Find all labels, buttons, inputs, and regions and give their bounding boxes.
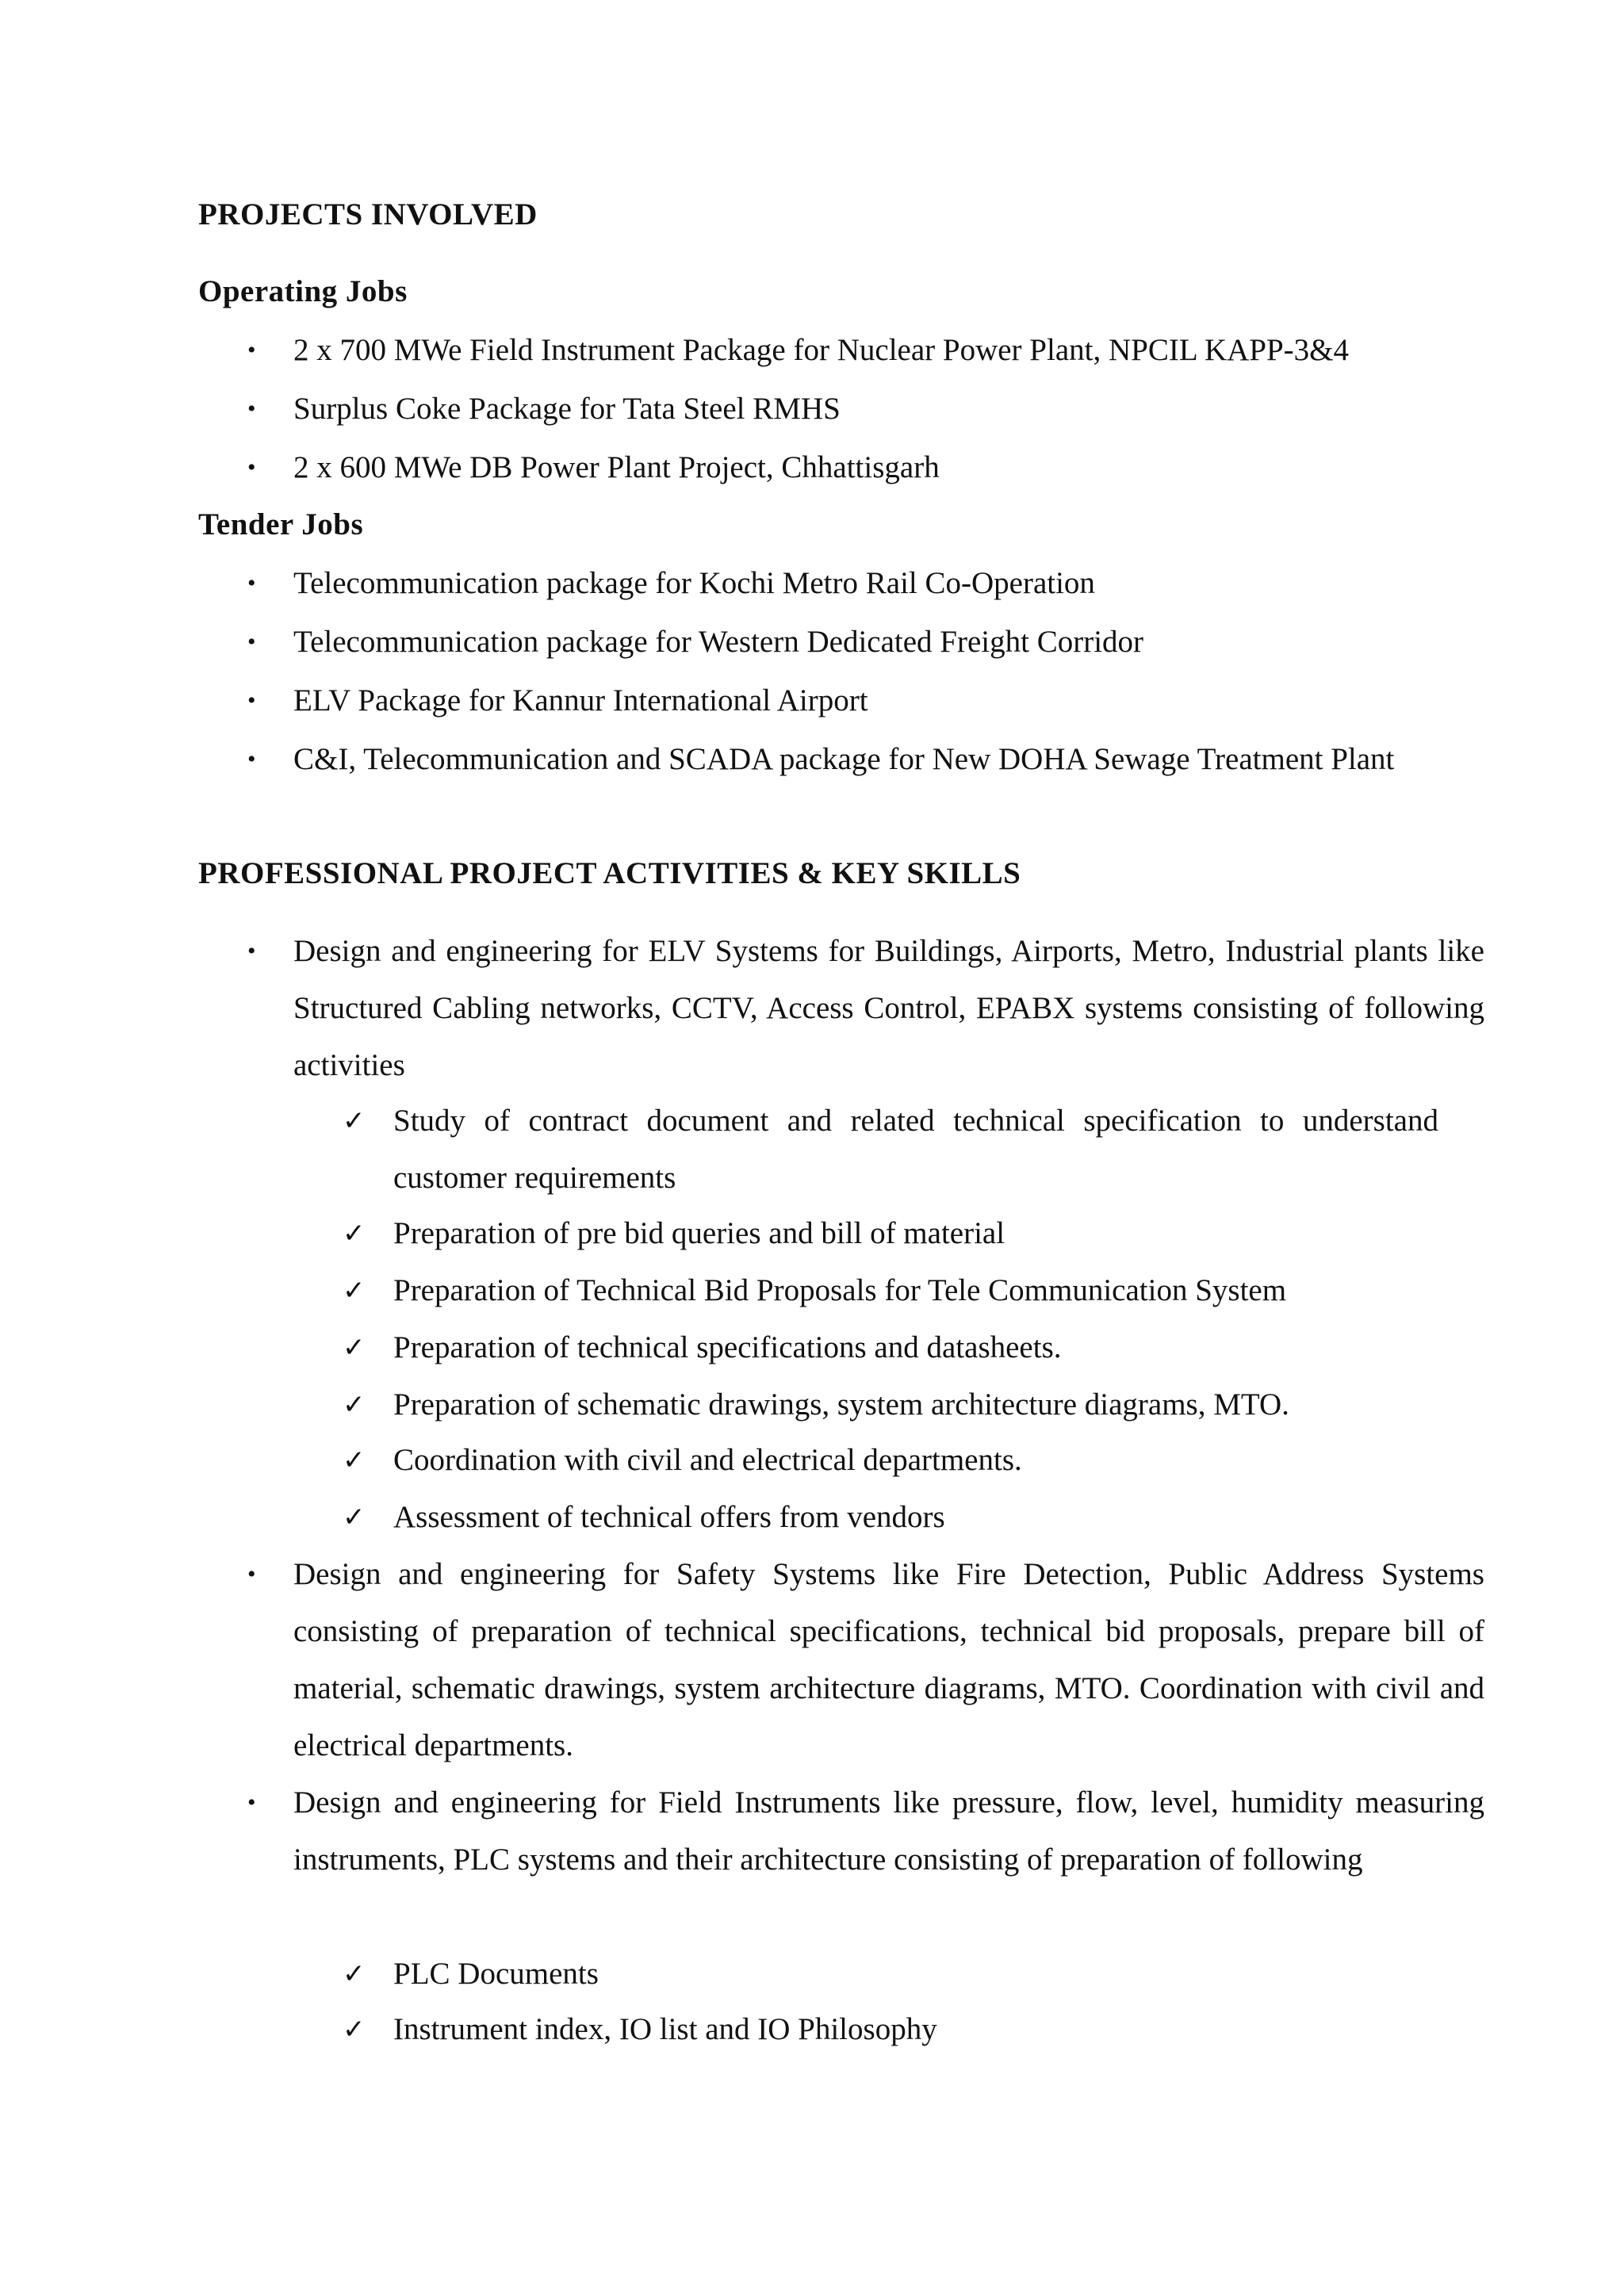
operating-job-item: 2 x 700 MWe Field Instrument Package for Nuclear Power Plant, NPCIL KAPP-3&4 <box>293 333 1349 367</box>
tender-job-item: C&I, Telecommunication and SCADA package for New DOHA Sewage Treatment Plant <box>293 742 1395 776</box>
activity-item: Design and engineering for Field Instruments like pressure, flow, level, humidity measuring instruments, PLC systems and their architecture consisting of preparation of following <box>293 1785 1484 1877</box>
tender-job-item: Telecommunication package for Western Dedicated Freight Corridor <box>293 625 1144 659</box>
check-icon: ✓ <box>343 1275 366 1307</box>
activity-subitem: Preparation of Technical Bid Proposals for Tele Communication System <box>393 1273 1287 1307</box>
activity-subitem: Coordination with civil and electrical departments. <box>393 1443 1022 1477</box>
bullet-icon: • <box>247 1561 256 1587</box>
tender-job-item: ELV Package for Kannur International Airport <box>293 683 868 718</box>
activity-subitem: Study of contract document and related technical specification to understand customer requirements <box>393 1104 1438 1195</box>
bullet-icon: • <box>247 570 256 596</box>
bullet-icon: • <box>247 396 256 422</box>
operating-job-item: 2 x 600 MWe DB Power Plant Project, Chhattisgarh <box>293 450 940 484</box>
bullet-icon: • <box>247 1789 256 1816</box>
check-icon: ✓ <box>343 2014 366 2045</box>
bullet-icon: • <box>247 687 256 714</box>
check-icon: ✓ <box>343 1958 366 1990</box>
activity-subitem: Preparation of schematic drawings, system architecture diagrams, MTO. <box>393 1387 1289 1422</box>
operating-job-item: Surplus Coke Package for Tata Steel RMHS <box>293 392 841 426</box>
check-icon: ✓ <box>343 1502 366 1533</box>
check-icon: ✓ <box>343 1389 366 1421</box>
section-title-activities: PROFESSIONAL PROJECT ACTIVITIES & KEY SKILLS <box>198 856 1021 890</box>
bullet-icon: • <box>247 454 256 480</box>
activity-item: Design and engineering for ELV Systems for Buildings, Airports, Metro, Industrial plants like Structured Cabling networks, CCTV, Access Control, EPABX systems consisting of following activities <box>293 934 1484 1082</box>
activity-subitem: Preparation of technical specifications and datasheets. <box>393 1330 1062 1364</box>
subsection-title-operating-jobs: Operating Jobs <box>198 274 408 308</box>
activity-subitem: Preparation of pre bid queries and bill of material <box>393 1216 1005 1250</box>
bullet-icon: • <box>247 938 256 964</box>
check-icon: ✓ <box>343 1105 366 1137</box>
activity-item: Design and engineering for Safety Systems like Fire Detection, Public Address Systems consisting of preparation of technical specifications, technical bid proposals, prepare bill of material, schematic drawings, system architecture diagrams, MTO. Coordination with civil and electrical departments. <box>293 1557 1484 1762</box>
activity-subitem: Instrument index, IO list and IO Philosophy <box>393 2012 937 2046</box>
check-icon: ✓ <box>343 1445 366 1476</box>
bullet-icon: • <box>247 629 256 655</box>
section-title-projects-involved: PROJECTS INVOLVED <box>198 197 538 232</box>
activity-subitem: Assessment of technical offers from vendors <box>393 1500 945 1534</box>
subsection-title-tender-jobs: Tender Jobs <box>198 507 364 541</box>
check-icon: ✓ <box>343 1332 366 1364</box>
check-icon: ✓ <box>343 1218 366 1249</box>
tender-job-item: Telecommunication package for Kochi Metro Rail Co-Operation <box>293 566 1095 600</box>
activity-subitem: PLC Documents <box>393 1957 599 1991</box>
bullet-icon: • <box>247 746 256 772</box>
bullet-icon: • <box>247 337 256 363</box>
